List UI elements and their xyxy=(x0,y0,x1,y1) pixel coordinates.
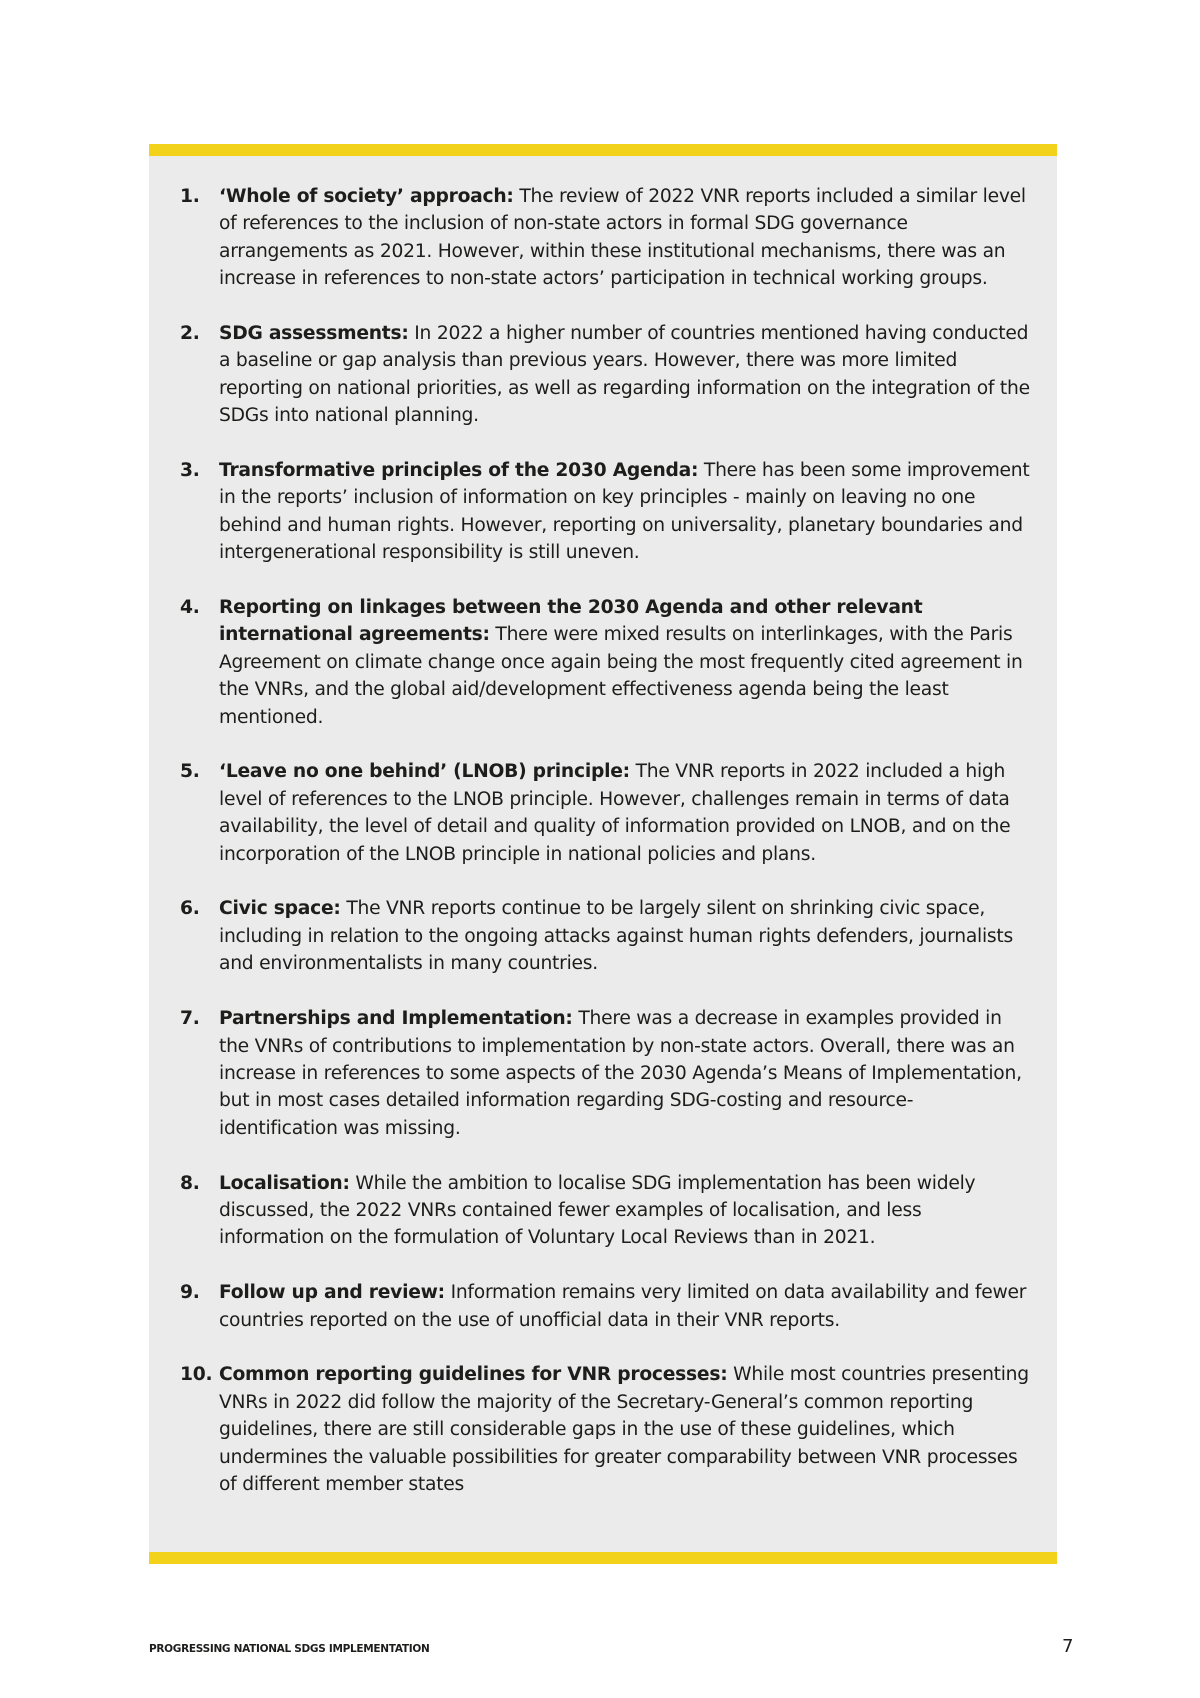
list-item xyxy=(180,183,1030,293)
item-body: While the ambition to localise SDG implementation has been widely discussed, the 2022 VNRs contained fewer examples of localisation, and less information on the formulation of Voluntary Local Reviews than in 2021. xyxy=(219,1172,976,1249)
item-title: Follow up and review: xyxy=(219,1282,445,1304)
item-number: 8. xyxy=(180,1172,200,1194)
item-title: ‘Whole of society’ approach: xyxy=(219,186,514,207)
item-number: 7. xyxy=(180,1008,200,1030)
item-body: The VNR reports in 2022 included a high level of references to the LNOB principle. However, challenges remain in terms of data availability, the level of detail and quality of information provided on LNOB, and on the incorporation of the LNOB principle in national policies and plans. xyxy=(219,761,1011,865)
item-number: 4. xyxy=(180,597,200,619)
list-item xyxy=(180,457,1030,567)
item-title: Reporting on linkages between the 2030 Agenda and other relevant international agreements: xyxy=(219,597,923,646)
item-body: The VNR reports continue to be largely silent on shrinking civic space, including in relation to the ongoing attacks against human rights defenders, journalists and environmentalists in many countries. xyxy=(219,898,1013,975)
list-item xyxy=(180,1361,1030,1498)
item-body: In 2022 a higher number of countries mentioned having conducted a baseline or gap analysis than previous years. However, there was more limited reporting on national priorities, as well as regarding information on the integration of the SDGs into national planning. xyxy=(219,323,1030,427)
findings-list xyxy=(180,183,1030,1526)
page-number: 7 xyxy=(1062,1636,1074,1657)
item-number: 3. xyxy=(180,460,200,482)
item-body: Information remains very limited on data availability and fewer countries reported on the use of unofficial data in their VNR reports. xyxy=(219,1282,1027,1331)
item-number: 9. xyxy=(180,1282,200,1304)
item-body: There has been some improvement in the reports’ inclusion of information on key principles - mainly on leaving no one behind and human rights. However, reporting on universality, planetary boundaries and intergenerational responsibility is still uneven. xyxy=(219,460,1030,564)
item-title: Localisation: xyxy=(219,1172,350,1194)
list-item xyxy=(180,895,1030,977)
item-number: 2. xyxy=(180,323,200,345)
list-item xyxy=(180,1005,1030,1142)
item-title: ‘Leave no one behind’ (LNOB) principle: xyxy=(219,761,630,783)
item-body: There was a decrease in examples provided in the VNRs of contributions to implementation by non-state actors. Overall, there was an increase in references to some aspects of the 2030 Agenda’s Means of Implementation, but in most cases detailed information regarding SDG-costing and resource-identification was missing. xyxy=(219,1008,1022,1139)
item-title: Transformative principles of the 2030 Agenda: xyxy=(219,460,699,482)
item-title: Partnerships and Implementation: xyxy=(219,1008,573,1030)
bottom-accent-bar xyxy=(149,1552,1057,1564)
list-item xyxy=(180,594,1030,731)
item-title: Civic space: xyxy=(219,898,341,920)
item-body: The review of 2022 VNR reports included a similar level of references to the inclusion of non-state actors in formal SDG governance arrangements as 2021. However, within these institutional mechanisms, there was an increase in references to non-state actors’ participation in technical working groups. xyxy=(219,186,1026,290)
list-item xyxy=(180,320,1030,430)
list-item xyxy=(180,1279,1030,1334)
item-body: While most countries presenting VNRs in 2022 did follow the majority of the Secretary-General’s common reporting guidelines, there are still considerable gaps in the use of these guidelines, which undermines the valuable possibilities for greater comparability between VNR processes of different member states xyxy=(219,1364,1029,1495)
item-title: Common reporting guidelines for VNR processes: xyxy=(219,1364,728,1386)
item-number: 1. xyxy=(180,186,200,207)
item-number: 6. xyxy=(180,898,200,920)
list-item xyxy=(180,758,1030,868)
item-number: 5. xyxy=(180,761,200,783)
running-title: PROGRESSING NATIONAL SDGS IMPLEMENTATION xyxy=(149,1643,430,1655)
top-accent-bar xyxy=(149,144,1057,156)
item-title: SDG assessments: xyxy=(219,323,409,345)
item-body: There were mixed results on interlinkages, with the Paris Agreement on climate change once again being the most frequently cited agreement in the VNRs, and the global aid/development effectiveness agenda being the least mentioned. xyxy=(219,624,1023,728)
item-number: 10. xyxy=(180,1364,213,1386)
list-item xyxy=(180,1170,1030,1252)
